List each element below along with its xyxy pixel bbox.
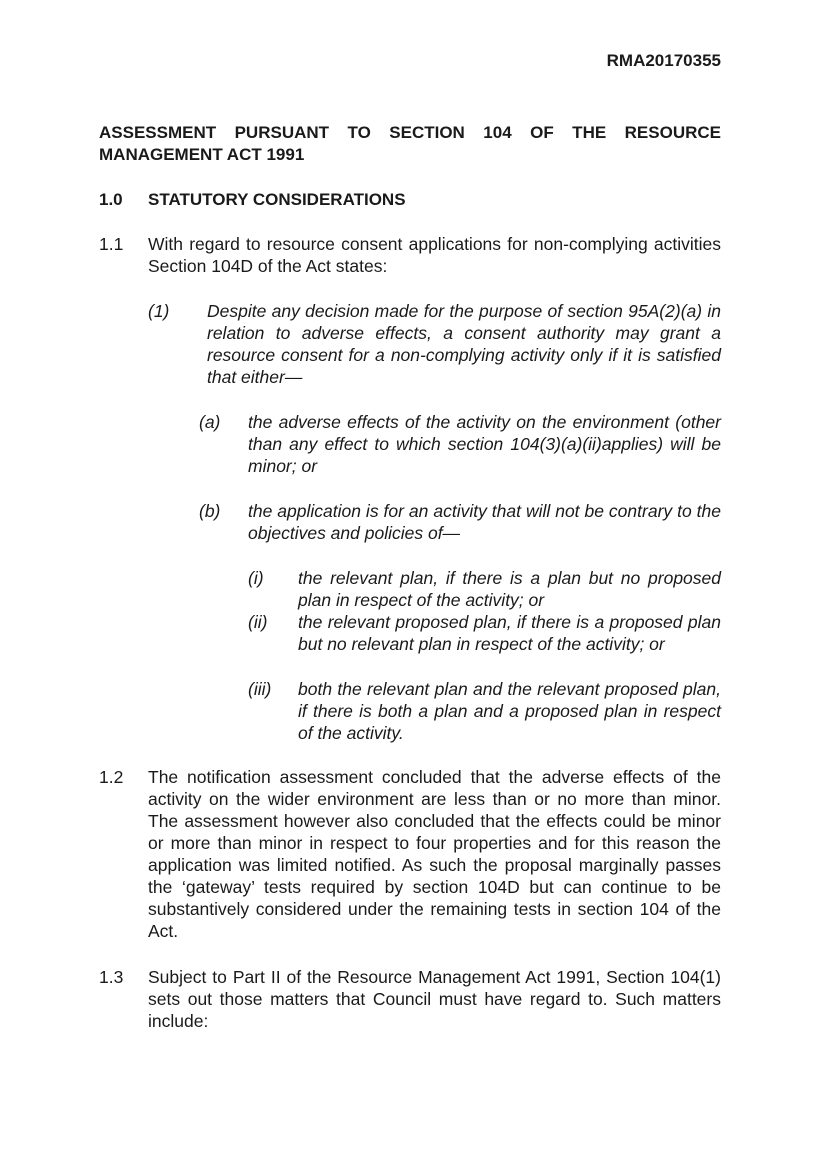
paragraph-1-3: Subject to Part II of the Resource Management Act 1991, Section 104(1) sets out those matters that Council must have regard to. Such matters include: [148,967,721,1031]
quote-marker-ii: (ii) [248,612,268,632]
paragraph-1-2: The notification assessment concluded that the adverse effects of the activity on the wider environment are less than or no more than minor. The assessment however also concluded that the effects could be minor or more than minor in respect to four properties and for this reason the application was limited notified. As such the proposal marginally passes the ‘gateway’ tests required by section 104D but can continue to be substantively considered under the remaining tests in section 104 of the Act. [148,767,721,941]
document-heading: ASSESSMENT PURSUANT TO SECTION 104 OF THE RESOURCE MANAGEMENT ACT 1991 [99,123,721,164]
quote-clause-1: Despite any decision made for the purpose of section 95A(2)(a) in relation to adverse effects, a consent authority may grant a resource consent for a non-complying activity only if it is satisfied that either— [207,301,721,387]
paragraph-number-1-1: 1.1 [99,234,124,254]
quote-clause-ii: the relevant proposed plan, if there is a proposed plan but no relevant plan in respect of the activity; or [298,612,721,654]
paragraph-number-1-3: 1.3 [99,967,124,987]
quote-clause-a: the adverse effects of the activity on the environment (other than any effect to which section 104(3)(a)(ii)applies) will be minor; or [248,412,721,476]
quote-marker-i: (i) [248,568,264,588]
quote-clause-i: the relevant plan, if there is a plan but no proposed plan in respect of the activity; or [298,568,721,610]
quote-marker-b: (b) [199,501,221,521]
quote-marker-iii: (iii) [248,679,272,699]
quote-marker-1: (1) [148,301,170,321]
quote-clause-iii: both the relevant plan and the relevant proposed plan, if there is both a plan and a proposed plan in respect of the activity. [298,679,721,743]
reference-number: RMA20170355 [606,51,721,70]
quote-clause-b: the application is for an activity that will not be contrary to the objectives and policies of— [248,501,721,543]
section-title: STATUTORY CONSIDERATIONS [148,190,406,209]
quote-marker-a: (a) [199,412,221,432]
section-number: 1.0 [99,190,123,209]
paragraph-number-1-2: 1.2 [99,767,124,787]
paragraph-1-1: With regard to resource consent applications for non-complying activities Section 104D of the Act states: [148,234,721,276]
